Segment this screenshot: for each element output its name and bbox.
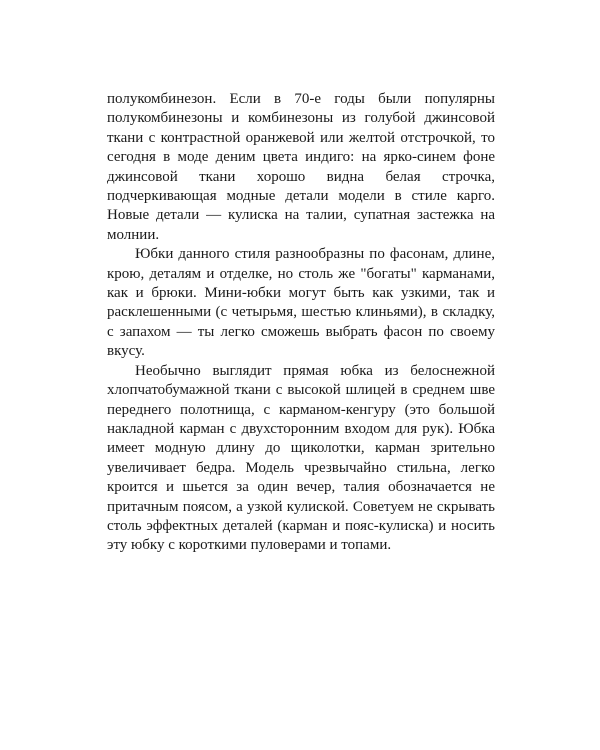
paragraph-skirts-overview: Юбки данного стиля разнообразны по фасонам, длине, крою, деталям и отделке, но столь же "богаты" карманами, как и брюки. Мини-юбки могут быть как узкими, так и расклешенными (с четырьмя, шестью клиньями), в складку, с запахом — ты легко сможешь выбрать фасон по своему вкусу. (107, 246, 495, 360)
body-text (107, 90, 495, 556)
paragraph-straight-skirt: Необычно выглядит прямая юбка из белоснежной хлопчатобумажной ткани с высокой шлицей в среднем шве переднего полотнища, с карманом-кенгуру (это большой накладной карман с двухсторонним входом для рук). Юбка имеет модную длину до щиколотки, карман зрительно увеличивает бедра. Модель чрезвычайно стильна, легко кроится и шьется за один вечер, талия обозначается не притачным поясом, а узкой кулиской. Советуем не скрывать столь эффектных деталей (карман и пояс-кулиска) и носить эту юбку с короткими пуловерами и топами. (107, 362, 495, 554)
paragraph-continuation: полукомбинезон. Если в 70-е годы были популярны полукомбинезоны и комбинезоны из голубой джинсовой ткани с контрастной оранжевой или желтой отстрочкой, то сегодня в моде деним цвета индиго: на ярко-синем фоне джинсовой ткани хорошо видна белая строчка, подчеркивающая модные детали модели в стиле карго. Новые детали — кулиска на талии, супатная застежка на молнии. (107, 91, 495, 243)
